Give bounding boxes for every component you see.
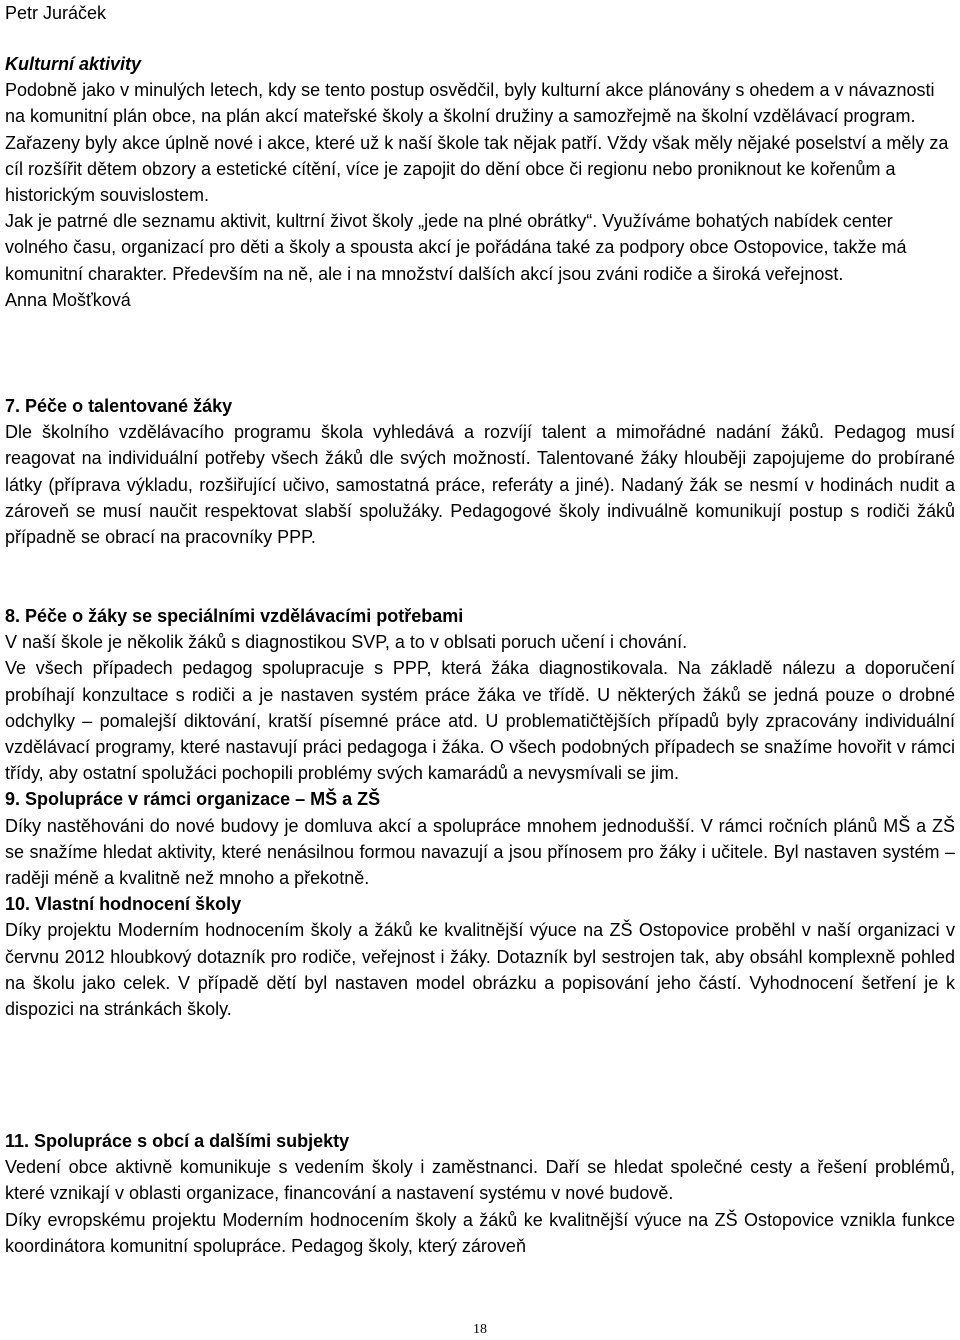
section-11-title: Spolupráce s obcí a dalšími subjekty (34, 1131, 350, 1151)
section-8-body-1: V naší škole je několik žáků s diagnostikou SVP, a to v oblsati poruch učení i chování. (5, 632, 688, 653)
section-9-title: Spolupráce v rámci organizace – MŠ a ZŠ (25, 789, 381, 810)
section-11-number: 11. (5, 1131, 30, 1151)
culture-author: Anna Mošťková (5, 289, 131, 310)
section-culture (5, 51, 955, 313)
culture-heading: Kulturní aktivity (5, 54, 142, 74)
header-author: Petr Juráček (5, 3, 107, 23)
section-10-body: Díky projektu Moderním hodnocením školy a žáků ke kvalitnější výuce na ZŠ Ostopovice proběhl v naší organizaci v červnu 2012 hloubkový dotazník pro rodiče, veřejnost i žáky. Dotazník byl sestrojen tak, aby obsáhl komplexně pohled na školu jako celek. V případě dětí byl nastaven model obrázku a popisování jeho částí. Vyhodnocení šetření je k dispozici na stránkách školy. (5, 920, 955, 1020)
section-11-body-1: Vedení obce aktivně komunikuje s vedením školy i zaměstnanci. Daří se hledat společné cesty a řešení problémů, které vznikají v oblasti organizace, financování a nastavení systému v nové budově. (5, 1157, 955, 1204)
section-7 (5, 393, 955, 550)
section-7-number: 7. (5, 396, 21, 416)
section-10-number: 10. (5, 894, 31, 915)
section-8-number: 8. (5, 606, 21, 626)
culture-paragraph-2: Jak je patrné dle seznamu aktivit, kultrní život školy „jede na plné obrátky“. Využíváme bohatých nabídek center volného času, organizací pro děti a školy a spousta akcí je pořádána také za podpory obce Ostopovice, takže má komunitní charakter. Především na ně, ale i na množství dalších akcí jsou zváni rodiče a široká veřejnost. (5, 211, 907, 284)
section-7-title: Péče o talentované žáky (25, 396, 233, 416)
section-11 (5, 1128, 955, 1259)
section-11-heading (5, 1128, 955, 1154)
section-7-heading (5, 393, 955, 419)
section-10-title: Vlastní hodnocení školy (35, 894, 242, 915)
section-9-heading (5, 786, 955, 812)
section-8-title: Péče o žáky se speciálními vzdělávacími potřebami (25, 606, 464, 626)
section-11-body-2: Díky evropskému projektu Moderním hodnocením školy a žáků ke kvalitnější výuce na ZŠ Ostopovice vznikla funkce koordinátora komunitní spolupráce. Pedagog školy, který zároveň (5, 1209, 955, 1256)
section-7-body: Dle školního vzdělávacího programu škola vyhledává a rozvíjí talent a mimořádné nadání žáků. Pedagog musí reagovat na individuální potřeby všech žáků dle svých možností. Talentované žáky hlouběji zapojujeme do probírané látky (příprava výkladu, rozšiřující učivo, samostatná práce, referáty a jiné). Nadaný žák se nesmí v hodinách nudit a zároveň se musí naučit respektovat slabší spolužáky. Pedagogové školy indivuálně komunikují postup s rodiči žáků případně se obrací na pracovníky PPP. (5, 422, 955, 548)
section-8-heading (5, 603, 955, 629)
section-10-heading (5, 891, 955, 917)
section-8-body-2: Ve všech případech pedagog spolupracuje s PPP, která žáka diagnostikovala. Na základě nálezu a doporučení probíhají konzultace s rodiči a je nastaven systém práce žáka ve třídě. U některých žáků se jedná pouze o drobné odchylky – pomalejší diktování, kratší písemné práce atd. U problematičtějších případů byly zpracovány individuální vzdělávací programy, které nastavují práci pedagoga i žáka. O všech podobných případech se snažíme hovořit v rámci třídy, aby ostatní spolužáci pochopili problémy svých kamarádů a nevysmívali se jim. (5, 658, 955, 784)
page-number: 18 (473, 1322, 487, 1337)
culture-paragraph-1: Podobně jako v minulých letech, kdy se tento postup osvědčil, byly kulturní akce plánovány s ohedem a v návaznosti na komunitní plán obce, na plán akcí mateřské školy a školní družiny a samozřejmě na školní vzdělávací program. Zařazeny byly akce úplně nové i akce, které už k naší škole tak nějak patří. Vždy však měly nějaké poselství a měly za cíl rozšířit dětem obzory a estetické cítění, více je zapojit do dění obce či regionu nebo proniknout ke kořenům a historickým souvislostem. (5, 80, 949, 206)
section-8 (5, 603, 955, 1022)
section-9-number: 9. (5, 789, 21, 810)
section-9-body: Díky nastěhováni do nové budovy je domluva akcí a spolupráce mnohem jednodušší. V rámci ročních plánů MŠ a ZŠ se snažíme hledat aktivity, které nenásilnou formou navazují a jsou přínosem pro žáky i učitele. Byl nastaven systém – raději méně a kvalitně než mnoho a překotně. (5, 815, 955, 889)
